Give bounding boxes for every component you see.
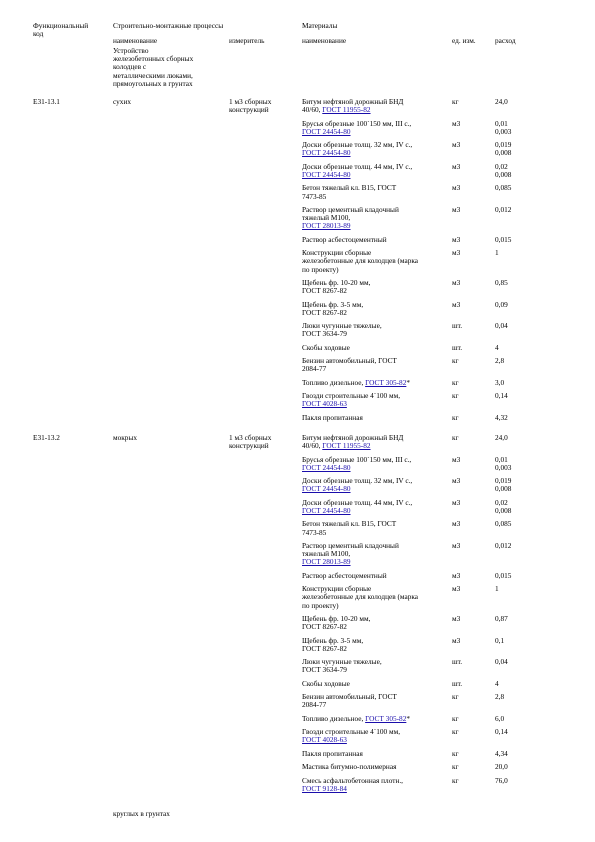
material-name-cell — [302, 728, 450, 744]
material-unit: м3 — [452, 248, 461, 258]
material-name-cell — [302, 456, 450, 472]
material-unit: м3 — [452, 584, 461, 594]
footer-text: круглых в грунтах — [113, 809, 170, 818]
material-name: Смесь асфальтобетонная плотн., — [302, 775, 403, 785]
gost-link[interactable]: ГОСТ 4028-63 — [302, 399, 347, 409]
norm-code: Е31-13.2 — [33, 433, 60, 442]
material-unit: м3 — [452, 118, 461, 128]
gost-link[interactable]: ГОСТ 24454-80 — [302, 126, 351, 136]
material-name: Битум нефтяной дорожный БНД 40/60, — [302, 433, 404, 451]
material-unit: шт. — [452, 678, 463, 688]
material-unit: кг — [452, 97, 459, 106]
material-unit: м3 — [452, 278, 461, 287]
material-name: Доски обрезные толщ. 32 мм, IV с., — [302, 476, 413, 486]
material-name: Брусья обрезные 100´150 мм, III с., — [302, 118, 412, 128]
material-consumption: 0,015 — [495, 570, 512, 580]
material-name: Доски обрезные толщ. 44 мм, IV с., — [302, 161, 413, 171]
material-unit: кг — [452, 377, 459, 387]
material-name-cell — [302, 98, 450, 114]
material-unit: м3 — [452, 183, 461, 193]
material-consumption: 0,87 — [495, 614, 508, 623]
material-name-cell — [302, 163, 450, 179]
process-unit: 1 м3 сборных конструкций — [229, 433, 272, 451]
material-name-cell — [302, 477, 450, 493]
material-name-cell — [302, 184, 450, 200]
header-materials-group: Материалы — [302, 21, 338, 30]
material-unit: м3 — [452, 454, 461, 464]
material-consumption: 0,14 — [495, 727, 508, 737]
soil-condition: мокрых — [113, 433, 138, 442]
material-consumption: 0,04 — [495, 657, 508, 667]
material-unit: м3 — [452, 519, 461, 529]
material-consumption: 6,0 — [495, 713, 505, 723]
material-unit: м3 — [452, 614, 461, 623]
material-name: Бензин автомобильный, ГОСТ 2084-77 — [302, 356, 397, 374]
material-consumption: 24,0 — [495, 97, 508, 106]
material-consumption: 4,34 — [495, 748, 508, 758]
norm-code: Е31-13.1 — [33, 97, 60, 106]
material-consumption: 2,8 — [495, 692, 505, 702]
material-name-cell — [302, 572, 450, 580]
material-name-cell — [302, 141, 450, 157]
gost-link[interactable]: ГОСТ 9128-84 — [302, 783, 347, 793]
gost-suffix: * — [406, 713, 410, 723]
material-unit: кг — [452, 775, 459, 785]
material-unit: м3 — [452, 635, 461, 645]
material-name: Топливо дизельное, — [302, 377, 366, 387]
material-consumption: 24,0 — [495, 433, 508, 442]
material-consumption: 0,019 0,008 — [495, 476, 512, 494]
material-unit: кг — [452, 433, 459, 442]
material-unit: м3 — [452, 205, 461, 214]
material-consumption: 0,02 0,008 — [495, 497, 512, 515]
material-consumption: 3,0 — [495, 377, 505, 387]
soil-condition: сухих — [113, 97, 131, 106]
material-name: Щебень фр. 3-5 мм, ГОСТ 8267-82 — [302, 299, 364, 317]
material-name: Раствор цементный кладочный тяжелый М100, — [302, 205, 399, 223]
material-name: Бензин автомобильный, ГОСТ 2084-77 — [302, 692, 397, 710]
material-name-cell — [302, 379, 450, 387]
material-name-cell — [302, 693, 450, 709]
material-name: Пакля пропитанная — [302, 412, 363, 422]
material-name-cell — [302, 249, 450, 274]
material-name-cell — [302, 301, 450, 317]
material-name: Брусья обрезные 100´150 мм, III с., — [302, 454, 412, 464]
material-unit: кг — [452, 356, 459, 366]
material-name-cell — [302, 658, 450, 674]
material-consumption: 1 — [495, 248, 499, 258]
material-unit: кг — [452, 762, 459, 772]
material-name: Гвозди строительные 4´100 мм, — [302, 727, 401, 737]
header-process-group: Строительно-монтажные процессы — [113, 21, 224, 30]
material-name-cell — [302, 206, 450, 231]
material-consumption: 0,1 — [495, 635, 505, 645]
material-name: Люки чугунные тяжелые, ГОСТ 3634-79 — [302, 321, 382, 339]
material-name: Топливо дизельное, — [302, 713, 366, 723]
material-name: Щебень фр. 10-20 мм, ГОСТ 8267-82 — [302, 614, 371, 632]
material-unit: кг — [452, 692, 459, 702]
material-name-cell — [302, 279, 450, 295]
material-consumption: 0,019 0,008 — [495, 140, 512, 158]
material-consumption: 4 — [495, 342, 499, 352]
material-consumption: 0,04 — [495, 321, 508, 331]
material-unit: шт. — [452, 657, 463, 667]
material-name: Битум нефтяной дорожный БНД 40/60, — [302, 97, 404, 115]
material-name: Раствор асбестоцементный — [302, 570, 387, 580]
material-name-cell — [302, 777, 450, 793]
gost-link[interactable]: ГОСТ 24454-80 — [302, 506, 351, 515]
material-unit: шт. — [452, 321, 463, 331]
material-name-cell — [302, 520, 450, 536]
gost-link[interactable]: ГОСТ 11955-82 — [322, 105, 371, 115]
material-name: Щебень фр. 3-5 мм, ГОСТ 8267-82 — [302, 635, 364, 653]
material-name: Щебень фр. 10-20 мм, ГОСТ 8267-82 — [302, 278, 371, 296]
material-consumption: 0,085 — [495, 183, 512, 193]
material-name: Скобы ходовые — [302, 678, 350, 688]
gost-link[interactable]: ГОСТ 28013-89 — [302, 221, 351, 231]
material-consumption: 0,012 — [495, 541, 512, 550]
material-name: Скобы ходовые — [302, 342, 350, 352]
material-unit: м3 — [452, 541, 461, 550]
gost-link[interactable]: ГОСТ 24454-80 — [302, 484, 351, 494]
material-consumption: 0,015 — [495, 234, 512, 244]
material-name: Раствор асбестоцементный — [302, 234, 387, 244]
material-name: Бетон тяжелый кл. В15, ГОСТ 7473-85 — [302, 519, 397, 537]
material-name-cell — [302, 357, 450, 373]
material-unit: м3 — [452, 299, 461, 309]
material-unit: м3 — [452, 570, 461, 580]
material-name: Конструкции сборные железобетонные для колодцев (марка по проекту) — [302, 248, 419, 274]
material-name: Раствор цементный кладочный тяжелый М100, — [302, 541, 399, 559]
material-consumption: 76,0 — [495, 775, 508, 785]
material-consumption: 1 — [495, 584, 499, 594]
material-name: Бетон тяжелый кл. В15, ГОСТ 7473-85 — [302, 183, 397, 201]
header-process-unit: измеритель — [229, 36, 265, 45]
material-name: Доски обрезные толщ. 32 мм, IV с., — [302, 140, 413, 150]
header-material-unit: ед. изм. — [452, 36, 476, 45]
header-material-consumption: расход — [495, 36, 516, 45]
material-unit: м3 — [452, 140, 461, 150]
material-name-cell — [302, 637, 450, 653]
material-name: Пакля пропитанная — [302, 748, 363, 758]
material-consumption: 0,09 — [495, 299, 508, 309]
material-consumption: 20,0 — [495, 762, 508, 772]
material-consumption: 4,32 — [495, 412, 508, 422]
material-name-cell — [302, 344, 450, 352]
gost-link[interactable]: ГОСТ 24454-80 — [302, 148, 351, 158]
material-name-cell — [302, 236, 450, 244]
header-material-name: наименование — [302, 36, 347, 45]
material-unit: кг — [452, 391, 459, 401]
section-title: Устройство железобетонных сборных колодцев с металлическими люками, прямоугольных в грунтах — [113, 46, 194, 88]
material-name: Мастика битумно-полимерная — [302, 762, 397, 772]
material-consumption: 0,14 — [495, 391, 508, 401]
material-unit: м3 — [452, 497, 461, 507]
gost-link[interactable]: ГОСТ 4028-63 — [302, 735, 347, 745]
process-unit: 1 м3 сборных конструкций — [229, 97, 272, 115]
material-name-cell — [302, 499, 450, 515]
material-name: Гвозди строительные 4´100 мм, — [302, 391, 401, 401]
material-consumption: 0,085 — [495, 519, 512, 529]
material-name-cell — [302, 680, 450, 688]
material-consumption: 4 — [495, 678, 499, 688]
material-unit: шт. — [452, 342, 463, 352]
gost-link[interactable]: ГОСТ 28013-89 — [302, 557, 351, 567]
gost-link[interactable]: ГОСТ 24454-80 — [302, 170, 351, 179]
material-name-cell — [302, 763, 450, 771]
gost-link[interactable]: ГОСТ 305-82 — [365, 713, 407, 723]
material-consumption: 0,012 — [495, 205, 512, 214]
header-functional-code: Функциональный код — [33, 21, 89, 39]
material-consumption: 0,02 0,008 — [495, 161, 512, 179]
gost-suffix: * — [406, 377, 410, 387]
material-name: Конструкции сборные железобетонные для колодцев (марка по проекту) — [302, 584, 419, 610]
material-name: Люки чугунные тяжелые, ГОСТ 3634-79 — [302, 657, 382, 675]
gost-link[interactable]: ГОСТ 305-82 — [365, 377, 407, 387]
material-name-cell — [302, 392, 450, 408]
material-name-cell — [302, 615, 450, 631]
material-unit: кг — [452, 412, 459, 422]
header-process-name: наименование — [113, 36, 158, 45]
material-unit: кг — [452, 748, 459, 758]
gost-link[interactable]: ГОСТ 24454-80 — [302, 462, 351, 472]
material-name-cell — [302, 414, 450, 422]
material-unit: м3 — [452, 234, 461, 244]
gost-link[interactable]: ГОСТ 11955-82 — [322, 441, 371, 451]
material-name-cell — [302, 434, 450, 450]
material-name-cell — [302, 715, 450, 723]
material-unit: кг — [452, 727, 459, 737]
material-consumption: 0,01 0,003 — [495, 118, 512, 136]
material-name-cell — [302, 585, 450, 610]
material-unit: м3 — [452, 161, 461, 171]
material-unit: кг — [452, 713, 459, 723]
material-consumption: 0,85 — [495, 278, 508, 287]
material-name-cell — [302, 750, 450, 758]
material-name: Доски обрезные толщ. 44 мм, IV с., — [302, 497, 413, 507]
material-name-cell — [302, 542, 450, 567]
material-unit: м3 — [452, 476, 461, 486]
material-name-cell — [302, 120, 450, 136]
material-name-cell — [302, 322, 450, 338]
material-consumption: 2,8 — [495, 356, 505, 366]
material-consumption: 0,01 0,003 — [495, 454, 512, 472]
